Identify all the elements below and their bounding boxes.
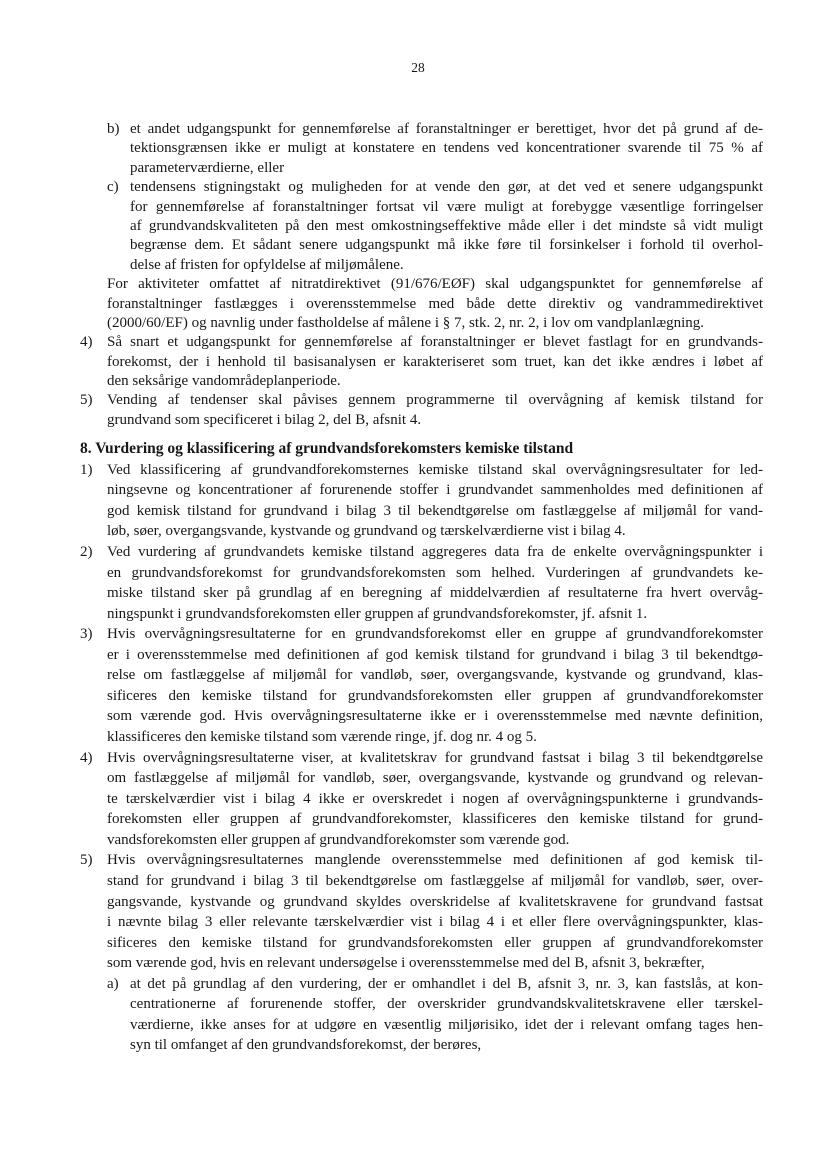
text-line: Ved vurdering af grundvandets kemiske tilstand aggregeres data fra de enkelte overvågningspunkter i xyxy=(107,543,763,560)
text-line: syn til omfanget af den grundvandsforekomst, der berøres, xyxy=(130,1037,482,1054)
text-line: centrationerne af forurenende stoffer, der overskrider grundvandskvalitetskravene eller tærskel- xyxy=(130,996,763,1013)
section-8-item-2 xyxy=(80,542,763,624)
text-line: en grundvandsforekomst for grundvandsforekomsten som helhed. Vurderingen af grundvandets ke- xyxy=(107,564,763,581)
text-line: for gennemførelse af foranstaltninger fortsat vil være muligt at forebygge væsentlige forringelser xyxy=(130,198,763,215)
text-line: stand for grundvand i bilag 3 til bekendtgørelse om fastlæggelse af miljømål for vandløb, søer, over- xyxy=(107,872,763,889)
section-8-item-4 xyxy=(80,748,763,851)
text-line: ningsevne og koncentrationer af forurenende stoffer i grundvandet sammenholdes med definitionen af xyxy=(107,482,763,499)
text-line: miske tilstand sker på grundlag af en beregning af middelværdien af resultaterne fra hvert overvåg- xyxy=(107,585,763,602)
text-line: Så snart et udgangspunkt for gennemførelse af foranstaltninger er blevet fastlagt for en grundvands- xyxy=(107,334,763,351)
list-label: 5) xyxy=(80,392,93,409)
text-line: tektionsgrænsen ikke er muligt at konstatere en tendens ved koncentrationer svarende til 75 % af xyxy=(130,140,763,157)
section-8-item-1 xyxy=(80,460,763,542)
text-line: begrænse dem. Et sådant senere udgangspunkt må ikke føre til forsinkelser i forhold til overhol- xyxy=(130,237,763,254)
text-line: grundvand som specificeret i bilag 2, del B, afsnit 4. xyxy=(107,411,422,428)
section-8-item-5 xyxy=(80,850,763,973)
list-item-5 xyxy=(80,391,763,430)
text-line: værdierne, ikke anses for at udgøre en væsentlig miljørisiko, idet der i relevant omfang tages hen- xyxy=(130,1016,763,1033)
section-8-item-3 xyxy=(80,624,763,747)
section-heading: 8. Vurdering og klassificering af grundvandsforekomsters kemiske tilstand xyxy=(80,440,574,457)
text-line: Hvis overvågningsresultaterne viser, at kvalitetskrav for grundvand fastsat i bilag 3 til bekendtgørelse xyxy=(107,749,763,766)
text-line: delse af fristen for opfyldelse af miljømålene. xyxy=(130,256,404,273)
nitrate-paragraph xyxy=(107,275,763,333)
text-line: foranstaltninger fastlægges i overensstemmelse med både dette direktiv og vandrammedirektivet xyxy=(107,295,763,312)
list-label: 5) xyxy=(80,852,93,869)
text-line: løb, søer, overgangsvande, kystvande og grundvand og tærskelværdierne vist i bilag 4. xyxy=(107,523,626,540)
list-item-4 xyxy=(80,333,763,391)
text-line: forekomsten eller gruppen af grundvandforekomster, klassificeres den kemiske tilstand for grund- xyxy=(107,811,763,828)
text-line: ningspunkt i grundvandsforekomsten eller gruppen af grundvandsforekomster, jf. afsnit 1. xyxy=(107,605,648,622)
text-line: Hvis overvågningsresultaternes manglende overensstemmelse med definitionen af god kemisk til- xyxy=(107,852,763,869)
text-line: af grundvandskvaliteten på den mest omkostningseffektive måde eller i det mindste så vidt muligt xyxy=(130,217,763,234)
text-line: Ved klassificering af grundvandforekomsternes kemiske tilstand skal overvågningsresultater for led- xyxy=(107,461,763,478)
text-line: klassificeres den kemiske tilstand som værende ringe, jf. dog nr. 4 og 5. xyxy=(107,729,537,745)
section-8-body xyxy=(0,460,827,1056)
text-line: er i overensstemmelse med definitionen af god kemisk tilstand for grundvand i bilag 3 til bekendtgø- xyxy=(107,646,763,663)
text-line: i nævnte bilag 3 eller relevante tærskelværdier vist i bilag 4 i et eller flere overvågningspunkter, klas- xyxy=(107,914,763,931)
list-label: 2) xyxy=(80,543,93,560)
list-label: 4) xyxy=(80,749,93,766)
text-line: som værende god. Hvis overvågningsresultaterne ikke er i overensstemmelse med nævnte definition, xyxy=(107,708,763,725)
text-line: et andet udgangspunkt for gennemførelse af foranstaltninger er berettiget, hvor det på grund af de- xyxy=(130,121,763,137)
list-item-b xyxy=(107,120,763,178)
text-line: parameterværdierne, eller xyxy=(130,159,285,176)
text-line: sificeres den kemiske tilstand for grundvandsforekomsten eller gruppen af grundvandforekomster xyxy=(107,687,763,704)
text-line: vandsforekomsten eller gruppen af grundvandforekomster som værende god. xyxy=(107,831,570,848)
list-label: c) xyxy=(107,179,119,196)
list-item-c xyxy=(107,178,763,275)
text-line: relse om fastlæggelse af miljømål for vandløb, søer, overgangsvande, kystvande og grundvand, klas- xyxy=(107,667,763,684)
text-line: som værende god, hvis en relevant undersøgelse i overensstemmelse med del B, afsnit 3, bekræfter, xyxy=(107,955,705,972)
text-line: om fastlæggelse af miljømål for vandløb, søer, overgangsvande, kystvande og grundvand og relevan- xyxy=(107,770,763,787)
previous-section-continuation xyxy=(0,120,827,430)
text-line: For aktiviteter omfattet af nitratdirektivet (91/676/EØF) skal udgangspunktet for gennemførelse af xyxy=(107,276,763,293)
list-label: 3) xyxy=(80,626,93,643)
text-line: te tærskelværdier vist i bilag 4 ikke er overskredet i nogen af overvågningspunkterne i grundvands- xyxy=(107,790,763,807)
text-line: god kemisk tilstand for grundvand i bilag 3 til bekendtgørelse om fastlæggelse af miljømål for vand- xyxy=(107,502,763,519)
list-label: 1) xyxy=(80,461,93,478)
text-line: forekomst, der i henhold til basisanalysen er karakteriseret som truet, kan det ikke ændres i løbet af xyxy=(107,353,763,370)
list-label: b) xyxy=(107,121,120,137)
page-number: 28 xyxy=(411,60,425,75)
text-line: tendensens stigningstakt og muligheden for at vende den gør, at det ved et senere udgangspunkt xyxy=(130,179,763,196)
text-line: (2000/60/EF) og navnlig under fastholdelse af målene i § 7, stk. 2, nr. 2, i lov om vandplanlægning. xyxy=(107,314,704,331)
list-label: a) xyxy=(107,975,119,992)
text-line: sificeres den kemiske tilstand for grundvandsforekomsten eller gruppen af grundvandforekomster xyxy=(107,934,763,951)
text-line: gangsvande, kystvande og grundvand skyldes overskridelse af kvalitetskravene for grundvand fastsat xyxy=(107,893,763,910)
text-line: at det på grundlag af den vurdering, der er omhandlet i del B, afsnit 3, nr. 3, kan fastslås, at kon- xyxy=(130,975,763,992)
list-label: 4) xyxy=(80,334,93,351)
text-line: den seksårige vandområdeplanperiode. xyxy=(107,373,341,390)
text-line: Hvis overvågningsresultaterne for en grundvandsforekomst eller en gruppe af grundvandforekomster xyxy=(107,626,763,643)
section-8-item-5-subitem-a xyxy=(107,974,763,1056)
text-line: Vending af tendenser skal påvises gennem programmerne til overvågning af kemisk tilstand for xyxy=(107,392,763,409)
